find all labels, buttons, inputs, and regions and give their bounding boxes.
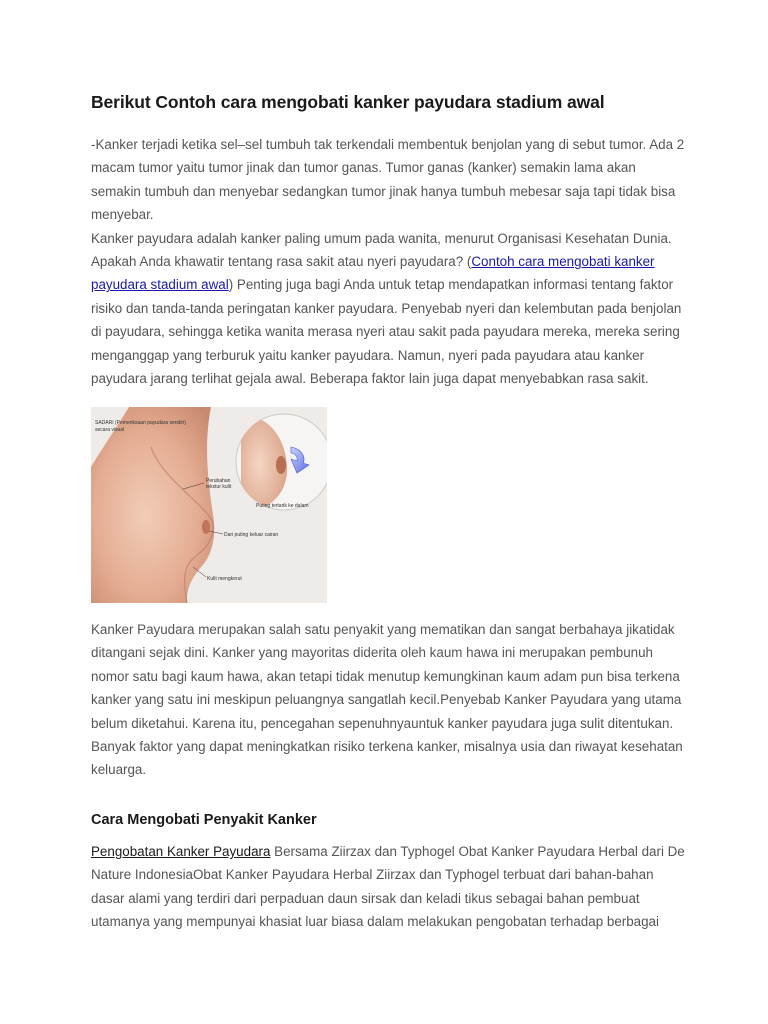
text-line: utamanya yang mempunyai khasiat luar biasa dalam melakukan pengobatan terhadap berbagai (91, 914, 659, 930)
text-line: Kanker payudara adalah kanker paling umum pada wanita, menurut Organisasi Kesehatan Dunia. (91, 230, 672, 246)
illustration-svg (91, 407, 327, 603)
text-line: Banyak faktor yang dapat meningkatkan risiko terkena kanker, misalnya usia dan riwayat kesehatan (91, 739, 683, 755)
text-line (91, 840, 691, 863)
text-line: payudara jarang terlihat gejala awal. Beberapa faktor lain juga dapat menyebabkan rasa sakit. (91, 371, 649, 387)
article-link-part1[interactable]: Contoh cara mengobati kanker (471, 254, 655, 270)
text-fragment: Apakah Anda khawatir tentang rasa sakit atau nyeri payudara? ( (91, 254, 472, 270)
section-subheading: Cara Mengobati Penyakit Kanker (91, 812, 317, 828)
text-line: semakin tumbuh dan menyebar sedangkan tumor jinak hanya tumbuh mebesar saja tapi tidak bisa (91, 183, 676, 199)
text-line: nomor satu bagi kaum hawa, akan tetapi tidak menutup kemungkinan kaum adam pun bisa terkena (91, 668, 680, 684)
text-line: menyebar. (91, 207, 154, 223)
text-line (91, 250, 691, 273)
text-line: macam tumor yaitu tumor jinak dan tumor ganas. Tumor ganas (kanker) semakin lama akan (91, 160, 636, 176)
treatment-paragraph (91, 840, 691, 934)
text-line: kanker yang satu ini meskipun peluangnya sangatlah kecil.Penyebab Kanker Payudara yang utama (91, 692, 682, 708)
body-paragraph (91, 618, 691, 782)
text-line: risiko dan tanda-tanda peringatan kanker payudara. Penyebab nyeri dan kelembutan pada benjolan (91, 300, 682, 316)
figure-caption-line1: SADARI (Pemeriksaan payudara sendiri) (95, 420, 186, 426)
label-retracted-nipple: Puting tertarik ke dalam (256, 503, 309, 509)
text-line: keluarga. (91, 762, 147, 778)
article-link-part2[interactable]: payudara stadium awal (91, 277, 229, 293)
text-line: belum diketahui. Karena itu, pencegahan sepenuhnyauntuk kanker payudara juga sulit ditentukan. (91, 715, 674, 731)
text-line: -Kanker terjadi ketika sel–sel tumbuh tak terkendali membentuk benjolan yang di sebut tumor. Ada 2 (91, 137, 685, 152)
text-fragment: Bersama Ziirzax dan Typhogel Obat Kanker Payudara Herbal dari De (270, 844, 685, 859)
inset-nipple (276, 456, 286, 474)
text-line: Nature IndonesiaObat Kanker Payudara Herbal Ziirzax dan Typhogel terbuat dari bahan-bahan (91, 867, 654, 883)
text-line (91, 273, 691, 296)
text-line: dasar alami yang terdiri dari perpaduan daun sirsak dan keladi tikus sebagai bahan pembuat (91, 890, 640, 906)
text-line: di payudara, sehingga ketika wanita merasa nyeri atau sakit pada payudara mereka, mereka sering (91, 324, 680, 340)
torso-shape (91, 407, 214, 603)
label-texture-line2: tekstur kulit (206, 484, 232, 490)
text-line: Kanker Payudara merupakan salah satu penyakit yang mematikan dan sangat berbahaya jikatidak (91, 622, 675, 637)
nipple-shape (202, 520, 210, 534)
label-nipple-discharge: Dari puting keluar cairan (224, 532, 279, 538)
text-fragment: ) Penting juga bagi Anda untuk tetap mendapatkan informasi tentang faktor (228, 277, 674, 293)
article-title: Berikut Contoh cara mengobati kanker payudara stadium awal (91, 92, 605, 112)
figure-caption-line2: secara visual (95, 427, 125, 433)
treatment-link[interactable]: Pengobatan Kanker Payudara (91, 844, 271, 859)
label-texture-line1: Perubahan (206, 478, 231, 484)
breast-self-exam-illustration (91, 407, 327, 603)
label-wrinkled-skin: Kulit mengkerut (207, 576, 242, 582)
text-line: menganggap yang terburuk yaitu kanker payudara. Namun, nyeri pada payudara atau kanker (91, 347, 645, 363)
text-line: ditangani sejak dini. Kanker yang mayoritas diderita oleh kaum hawa ini merupakan pembunuh (91, 645, 653, 661)
intro-paragraph (91, 133, 691, 390)
